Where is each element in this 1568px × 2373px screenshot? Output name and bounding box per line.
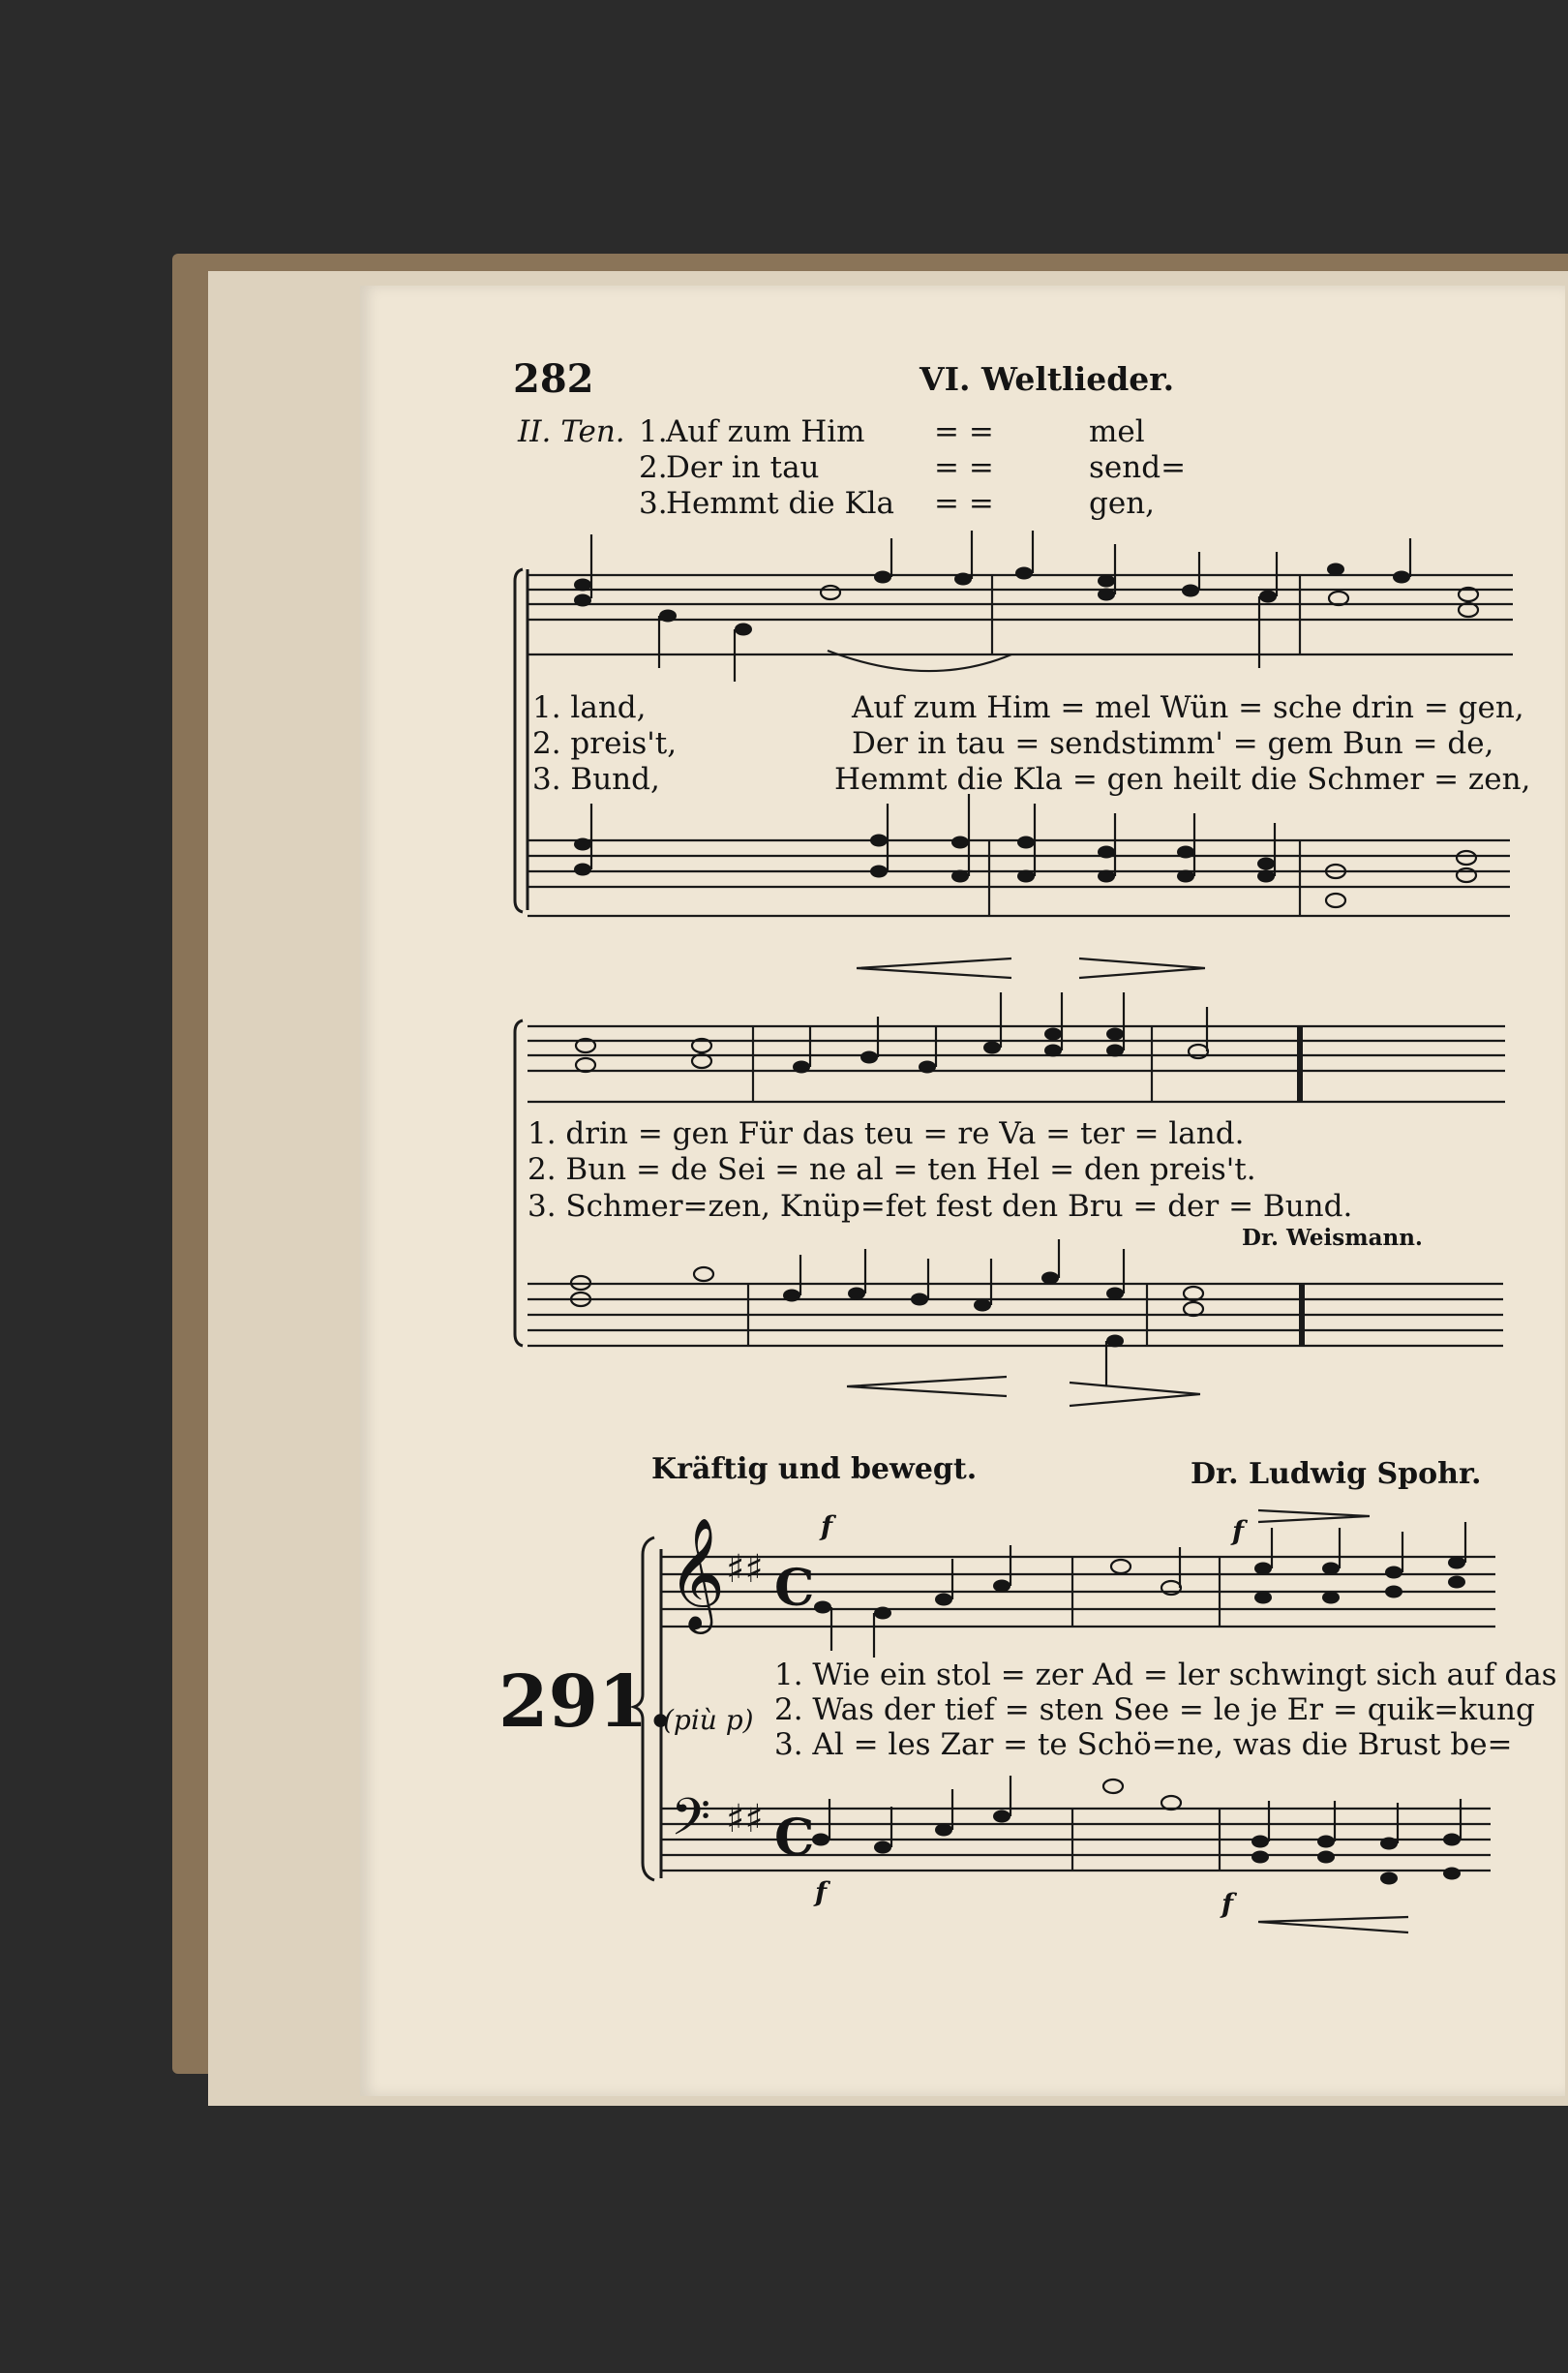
song291-lyric-3: 3. Al = les Zar = te Schö=ne, was die Brust be=	[774, 1727, 1513, 1762]
bass-clef-icon: 𝄢	[671, 1788, 711, 1860]
piu-p-marking: (più p)	[663, 1704, 754, 1736]
dynamic-f-2: f	[1232, 1515, 1245, 1547]
voice-label: II. Ten.	[518, 414, 625, 449]
key-signature-sharps: ♯♯	[726, 1547, 764, 1592]
staff-system2-lower	[528, 1284, 1503, 1346]
top-line1-num: 1.	[639, 414, 668, 449]
sys1-start-2: 2. preis't,	[532, 726, 678, 761]
top-line1-dashes: = =	[934, 414, 994, 449]
song291-lyric-1: 1. Wie ein stol = zer Ad = ler schwingt sich auf das	[774, 1658, 1557, 1692]
dynamic-f-3: f	[815, 1876, 828, 1908]
sys2-line-1: 1. drin = gen Für das teu = re Va = ter = land.	[528, 1116, 1245, 1151]
page-number: 282	[513, 356, 594, 402]
treble-clef-icon: 𝄞	[668, 1516, 726, 1629]
top-line2-end: send=	[1089, 450, 1187, 485]
song291-lyric-2: 2. Was der tief = sten See = le je Er = quik=kung	[774, 1692, 1535, 1727]
top-line2-num: 2.	[639, 450, 668, 485]
top-line2-words: Der in tau	[666, 450, 820, 485]
sys2-line-3: 3. Schmer=zen, Knüp=fet fest den Bru = der = Bund.	[528, 1189, 1353, 1224]
time-signature-c: C	[774, 1559, 815, 1618]
composer-weismann: Dr. Weismann.	[1242, 1225, 1423, 1251]
dynamic-f-4: f	[1221, 1888, 1234, 1920]
sys1-start-1: 1. land,	[532, 690, 647, 725]
top-line1-words: Auf zum Him	[666, 414, 865, 449]
song-number: 291.	[498, 1660, 674, 1744]
sys1-words-3: Hemmt die Kla = gen heilt die Schmer = zen,	[834, 762, 1531, 797]
top-line2-dashes: = =	[934, 450, 994, 485]
staff-system2-upper	[528, 1026, 1505, 1102]
top-line3-words: Hemmt die Kla	[666, 486, 894, 521]
composer-spohr: Dr. Ludwig Spohr.	[1191, 1457, 1482, 1491]
sys1-start-3: 3. Bund,	[532, 762, 660, 797]
time-signature-c-bass: C	[774, 1809, 815, 1868]
sys2-line-2: 2. Bun = de Sei = ne al = ten Hel = den preis't.	[528, 1152, 1256, 1187]
sys1-words-2: Der in tau = sendstimm' = gem Bun = de,	[852, 726, 1494, 761]
top-line3-dashes: = =	[934, 486, 994, 521]
dynamic-f-1: f	[821, 1510, 833, 1542]
tempo-marking: Kräftig und bewegt.	[651, 1452, 978, 1486]
top-line3-end: gen,	[1089, 486, 1156, 521]
top-line3-num: 3.	[639, 486, 668, 521]
section-title: VI. Weltlieder.	[920, 360, 1175, 398]
sys1-words-1: Auf zum Him = mel Wün = sche drin = gen,	[852, 690, 1524, 725]
top-line1-end: mel	[1089, 414, 1145, 449]
key-signature-sharps-bass: ♯♯	[726, 1797, 764, 1841]
